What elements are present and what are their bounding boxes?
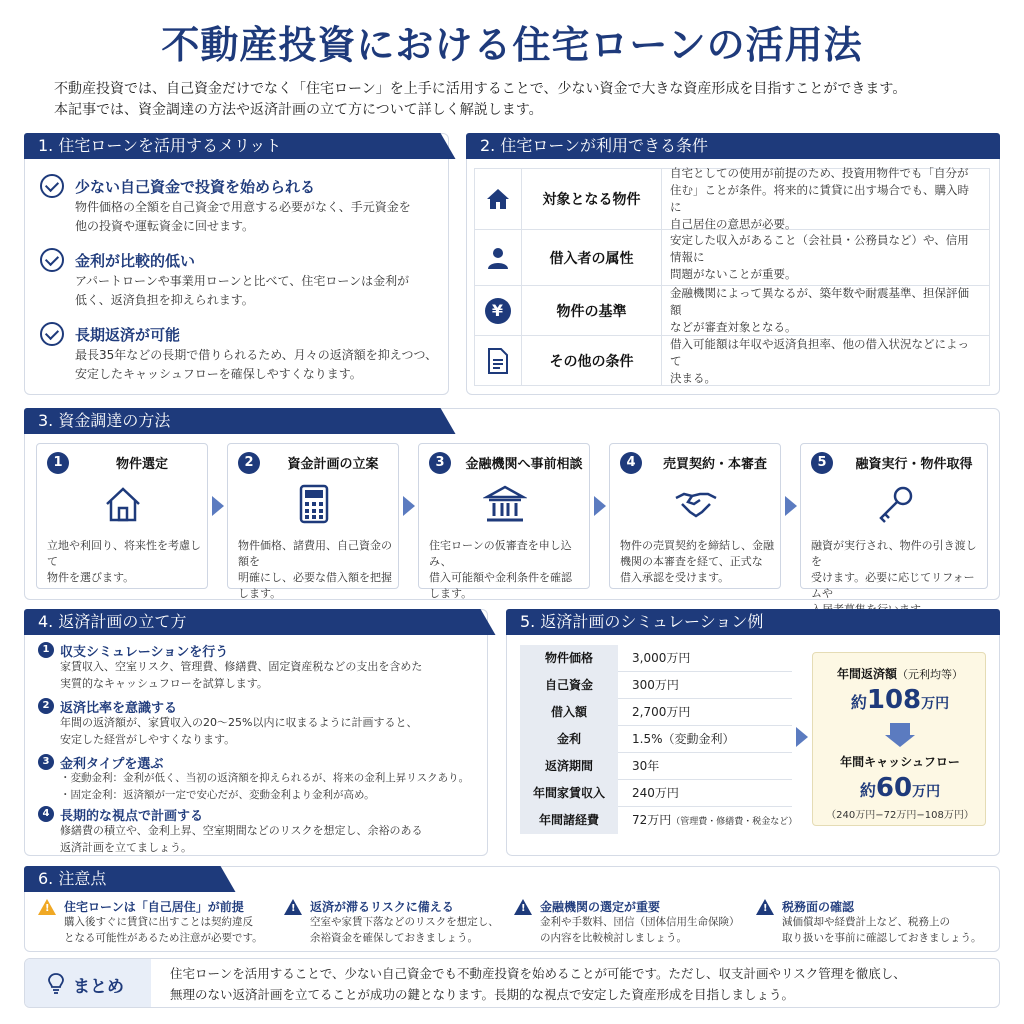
step-text: 融資が実行され、物件の引き渡しを 受けます。必要に応じてリフォームや	[811, 539, 977, 600]
step-text: 住宅ローンの仮審査を申し込み、 借入可能額や金利条件を確認 します。	[429, 539, 572, 600]
note-text: となる可能性があるため注意が必要です。	[64, 932, 263, 944]
simulation-result	[812, 652, 986, 826]
note-text: 余裕資金を確保しておきましょう。	[310, 932, 478, 944]
warning-icon: !	[38, 899, 56, 915]
merit-text: アパートローンや事業用ローンと比べて、住宅ローンは金利が	[75, 274, 410, 288]
point-title: 収支シミュレーションを行う	[60, 645, 229, 660]
point-number: 2	[38, 698, 54, 714]
arrow-right-icon	[796, 727, 808, 747]
condition-desc: 自宅としての使用が前提のため、投資用物件でも「自分が 住む」ことが条件。将来的に賃貸に出す場合でも、購入時に 自己居住の意思が必要。	[670, 165, 969, 231]
condition-row	[474, 286, 990, 336]
condition-row	[474, 336, 990, 386]
point-text: ・変動金利：金利が低く、当初の返済額を抑えられるが、将来の金利上昇リスクあり。	[60, 772, 470, 784]
summary-label-box	[25, 959, 151, 1007]
point-text: 返済計画を立てましょう。	[60, 841, 192, 854]
page-title: 不動産投資における住宅ローンの活用法	[161, 23, 863, 67]
point-number: 3	[38, 754, 54, 770]
intro-line-2: 本記事では、資金調達の方法や返済計画の立て方について詳しく解説します。	[54, 102, 543, 118]
simulation-row: 自己資金 300万円	[520, 672, 792, 699]
condition-row	[474, 230, 990, 286]
condition-label: 対象となる物件	[522, 168, 662, 229]
section-repayment-heading: 4. 返済計画の立て方	[24, 609, 474, 635]
condition-label: その他の条件	[522, 336, 662, 386]
warning-icon: !	[284, 899, 302, 915]
condition-desc: 金融機関によって異なるが、築年数や耐震基準、担保評価額 などが審査対象となる。	[670, 286, 969, 334]
summary-text: 住宅ローンを活用することで、少ない自己資金でも不動産投資を始めることが可能です。ただし、収支計画やリスク管理を徹底し、	[170, 966, 906, 981]
step-text: 物件価格、諸費用、自己資金の額を 明確にし、必要な借入額を把握 します。	[238, 539, 392, 600]
key-icon	[873, 482, 917, 526]
merit-title: 長期返済が可能	[75, 326, 181, 344]
simulation-row: 年間諸経費 72万円（管理費・修繕費・税金など）	[520, 807, 792, 834]
note-title: 返済が滞るリスクに備える	[310, 900, 454, 914]
note-text: 購入後すぐに賃貸に出すことは契約違反	[64, 916, 253, 928]
condition-row	[474, 165, 990, 231]
annual-cashflow-value: 約60万円	[859, 773, 941, 803]
simulation-row: 物件価格 3,000万円	[520, 645, 792, 672]
step-title: 売買契約・本審査	[662, 457, 767, 472]
point-title: 長期的な視点で計画する	[60, 809, 204, 824]
intro-line-1: 不動産投資では、自己資金だけでなく「住宅ローン」を上手に活用することで、少ない資金で大きな資産形成を目指すことができます。	[54, 81, 907, 97]
annual-repayment-label: 年間返済額（元利均等）	[836, 667, 963, 681]
note-text: の内容を比較検討しましょう。	[540, 932, 687, 944]
funding-step	[418, 443, 590, 600]
note-title: 金融機関の選定が重要	[540, 900, 661, 914]
condition-desc: 借入可能額は年収や返済負担率、他の借入状況などによって 決まる。	[670, 336, 969, 385]
note-text: 減価償却や経費計上など、税務上の	[782, 916, 950, 928]
point-number: 1	[38, 642, 54, 658]
check-circle-icon	[40, 248, 64, 272]
summary-text: 無理のない返済計画を立てることが成功の鍵となります。長期的な視点で安定した資産形成を目指しましょう。	[170, 987, 795, 1002]
arrow-right-icon	[403, 496, 415, 516]
step-title: 資金計画の立案	[287, 457, 379, 472]
point-title: 金利タイプを選ぶ	[60, 757, 164, 772]
arrow-right-icon	[212, 496, 224, 516]
arrow-down-icon	[890, 723, 910, 735]
point-text: 安定した経営がしやすくなります。	[60, 733, 236, 746]
note-text: 金利や手数料、団信（団体信用生命保険）	[540, 916, 740, 928]
simulation-row: 借入額 2,700万円	[520, 699, 792, 726]
step-number: 2	[238, 452, 260, 474]
document-icon	[474, 336, 522, 386]
annual-cashflow-label: 年間キャッシュフロー	[840, 755, 960, 769]
step-text: 物件の売買契約を締結し、金融 機関の本審査を経て、正式な 借入承認を受けます。	[620, 539, 774, 584]
step-number: 4	[620, 452, 642, 474]
merit-text: 安定したキャッシュフローを確保しやすくなります。	[75, 367, 362, 381]
point-title: 返済比率を意識する	[60, 701, 178, 716]
note-text: 取り扱いを事前に確認しておきましょう。	[782, 932, 982, 944]
merit-title: 金利が比較的低い	[75, 252, 196, 270]
lightbulb-icon	[47, 972, 65, 994]
calculator-icon	[292, 482, 336, 526]
note-text: 空室や家賃下落などのリスクを想定し、	[310, 916, 499, 928]
yen-icon: ¥	[474, 286, 522, 335]
arrow-down-head	[885, 735, 915, 747]
point-text: 年間の返済額が、家賃収入の20〜25%以内に収まるように計画すると、	[60, 716, 418, 729]
simulation-row: 金利 1.5%（変動金利）	[520, 726, 792, 753]
condition-label: 物件の基準	[522, 286, 662, 335]
house-icon	[474, 168, 522, 229]
merit-text: 物件価格の全額を自己資金で用意する必要がなく、手元資金を	[75, 200, 411, 214]
point-text: ・固定金利：返済額が一定で安心だが、変動金利より金利が高め。	[60, 789, 375, 801]
funding-step	[36, 443, 208, 589]
point-text: 修繕費の積立や、金利上昇、空室期間などのリスクを想定し、余裕のある	[60, 824, 423, 837]
merit-text: 低く、返済負担を抑えられます。	[75, 293, 254, 307]
merit-text: 最長35年などの長期で借りられるため、月々の返済額を抑えつつ、	[75, 348, 438, 362]
point-text: 家賃収入、空室リスク、管理費、修繕費、固定資産税などの支出を含めた	[60, 660, 423, 673]
section-simulation-heading: 5. 返済計画のシミュレーション例	[506, 609, 1000, 635]
check-circle-icon	[40, 322, 64, 346]
merit-title: 少ない自己資金で投資を始められる	[75, 178, 316, 196]
funding-step	[609, 443, 781, 589]
funding-step	[800, 443, 988, 600]
step-number: 1	[47, 452, 69, 474]
arrow-right-icon	[594, 496, 606, 516]
step-number: 3	[429, 452, 451, 474]
annual-repayment-value: 約108万円	[850, 685, 950, 715]
point-number: 4	[38, 806, 54, 822]
note-title: 住宅ローンは「自己居住」が前提	[64, 900, 244, 914]
section-notes-heading: 6. 注意点	[24, 866, 214, 892]
handshake-icon	[674, 482, 718, 526]
funding-step	[227, 443, 399, 600]
arrow-right-icon	[785, 496, 797, 516]
merit-text: 他の投資や運転資金に回せます。	[75, 219, 255, 233]
summary-label: まとめ	[73, 977, 124, 997]
step-title: 物件選定	[115, 457, 168, 472]
check-circle-icon	[40, 174, 64, 198]
simulation-row: 返済期間 30年	[520, 753, 792, 780]
step-text: 立地や利回り、将来性を考慮して 物件を選びます。	[47, 539, 201, 584]
section-merits-heading: 1. 住宅ローンを活用するメリット	[24, 133, 434, 159]
house-outline-icon	[101, 482, 145, 526]
bank-icon	[483, 482, 527, 526]
section-funding-heading: 3. 資金調達の方法	[24, 408, 434, 434]
step-number: 5	[811, 452, 833, 474]
condition-label: 借入者の属性	[522, 230, 662, 285]
simulation-row: 年間家賃収入 240万円	[520, 780, 792, 807]
step-title: 金融機関へ事前相談	[465, 457, 583, 472]
note-title: 税務面の確認	[782, 900, 855, 914]
condition-desc: 安定した収入があること（会社員・公務員など）や、信用情報に 問題がないことが重要。	[670, 233, 969, 281]
annual-cashflow-formula: （240万円−72万円−108万円）	[826, 810, 974, 821]
person-icon	[474, 230, 522, 285]
section-conditions-heading: 2. 住宅ローンが利用できる条件	[466, 133, 1000, 159]
warning-icon: !	[756, 899, 774, 915]
warning-icon: !	[514, 899, 532, 915]
step-title: 融資実行・物件取得	[855, 457, 973, 472]
point-text: 実質的なキャッシュフローを試算します。	[60, 677, 268, 690]
